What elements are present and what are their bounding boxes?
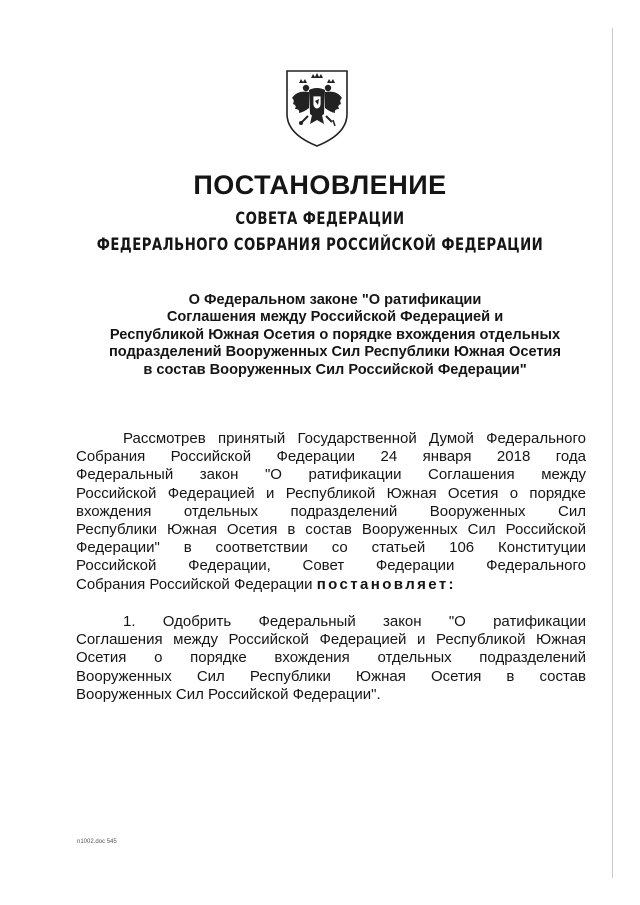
paragraph-line: Собрания Российской Федерации 24 января 2018 года	[76, 448, 586, 466]
paragraph-line: Соглашения между Российской Федерацией и Республикой Южная	[76, 631, 586, 649]
document-heading	[70, 292, 600, 379]
paragraph-line: Российской Федерации, Совет Федерации Федерального	[76, 557, 586, 575]
paragraph-line: Вооруженных Сил Республики Южная Осетия в состав	[76, 667, 586, 685]
document-file-code: n1002.doc 545	[77, 839, 117, 845]
body-paragraph-preamble	[76, 430, 586, 594]
coat-of-arms-russia-icon	[283, 68, 351, 148]
paragraph-line: 1. Одобрить Федеральный закон "О ратификации	[123, 613, 586, 630]
document-title: ПОСТАНОВЛЕНИЕ	[193, 170, 447, 200]
scan-edge-line	[612, 28, 613, 878]
paragraph-line: Вооруженных Сил Российской Федерации".	[76, 685, 381, 703]
heading-line: Республикой Южная Осетия о порядке вхождения отдельных	[109, 326, 561, 343]
heading-line: О Федеральном законе "О ратификации	[188, 292, 482, 308]
body-paragraph-clause-1	[76, 613, 586, 704]
heading-line: в состав Вооруженных Сил Российской Федерации"	[143, 361, 527, 378]
paragraph-line: Федеральный закон "О ратификации Соглашения между	[76, 466, 586, 484]
paragraph-line: Федерации" в соответствии со статьей 106 Конституции	[76, 539, 586, 557]
issuer-parent-name: ФЕДЕРАЛЬНОГО СОБРАНИЯ РОССИЙСКОЙ ФЕДЕРАЦИИ	[96, 235, 544, 255]
paragraph-line: Рассмотрев принятый Государственной Думой Федерального	[123, 430, 586, 447]
resolution-prefix-text: Собрания Российской Федерации	[76, 575, 317, 593]
paragraph-line: Российской Федерацией и Республикой Южная Осетия о порядке	[76, 484, 586, 502]
paragraph-line: вхождения отдельных подразделений Вооруженных Сил	[76, 502, 586, 520]
heading-line: подразделений Вооруженных Сил Республики Южная Осетия	[108, 344, 562, 361]
paragraph-line-resolution	[76, 576, 586, 594]
paragraph-line: Осетия о порядке вхождения отдельных подразделений	[76, 649, 586, 667]
issuer-name: СОВЕТА ФЕДЕРАЦИИ	[235, 209, 405, 229]
heading-line: Соглашения между Российской Федерацией и	[166, 309, 504, 326]
resolution-keyword: постановляет:	[316, 575, 456, 593]
paragraph-line: Республики Южная Осетия в состав Вооруженных Сил Российской	[76, 521, 586, 539]
